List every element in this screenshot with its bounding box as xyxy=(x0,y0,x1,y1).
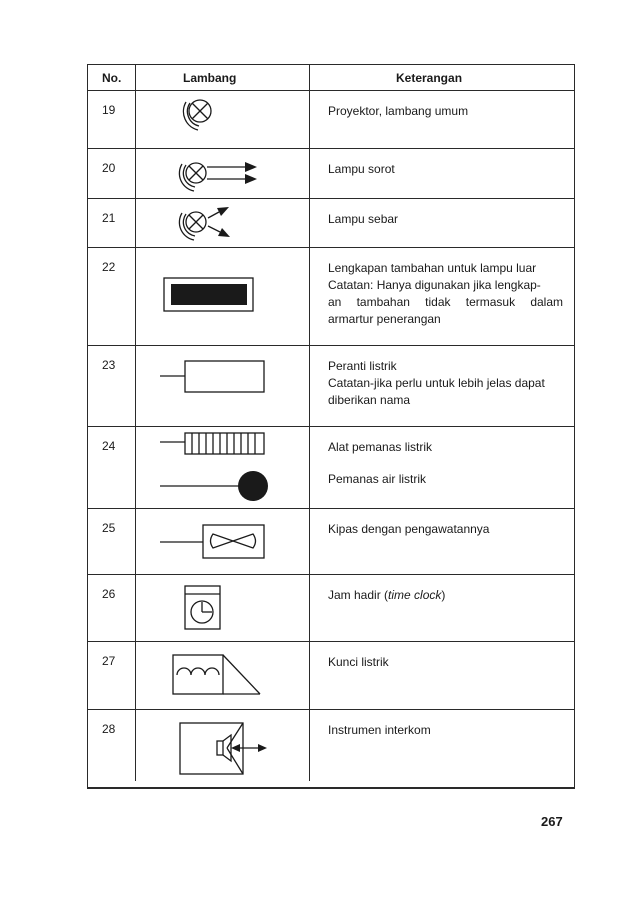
column-divider xyxy=(135,65,136,781)
table-row xyxy=(88,710,574,788)
table-row xyxy=(88,248,574,346)
electric-appliance-symbol-icon xyxy=(135,346,309,426)
table-row xyxy=(88,346,574,427)
row-number: 19 xyxy=(102,103,116,117)
description: Instrumen interkom xyxy=(328,723,431,737)
header-no: No. xyxy=(102,71,122,85)
page-number: 267 xyxy=(541,814,563,829)
row-number: 24 xyxy=(102,439,116,453)
table-header xyxy=(88,65,574,91)
row-number: 21 xyxy=(102,211,116,225)
row-number: 20 xyxy=(102,161,116,175)
auxiliary-equipment-symbol-icon xyxy=(135,248,309,345)
row-number: 26 xyxy=(102,587,116,601)
table-row xyxy=(88,427,574,509)
header-description: Keterangan xyxy=(396,71,463,85)
column-divider xyxy=(309,65,310,781)
electric-lock-symbol-icon xyxy=(135,642,309,709)
electric-heater-symbol-icon xyxy=(135,427,309,508)
description: Proyektor, lambang umum xyxy=(328,104,469,118)
table-row xyxy=(88,575,574,642)
table-row xyxy=(88,149,574,199)
description: Jam hadir (time clock) xyxy=(328,588,446,602)
table-row xyxy=(88,509,574,575)
row-number: 27 xyxy=(102,654,116,668)
table-row xyxy=(88,642,574,710)
row-number: 28 xyxy=(102,722,116,736)
description: Alat pemanas listrik Pemanas air listrik xyxy=(328,440,433,486)
description: Lampu sorot xyxy=(328,162,395,176)
table-row xyxy=(88,199,574,248)
fan-symbol-icon xyxy=(135,509,309,574)
row-number: 22 xyxy=(102,260,116,274)
description: Lampu sebar xyxy=(328,212,399,226)
row-number: 25 xyxy=(102,521,116,535)
row-number: 23 xyxy=(102,358,116,372)
description: Peranti listrik Catatan-jika perlu untuk lebih jelas dapat diberikan nama xyxy=(328,359,545,407)
table-row xyxy=(88,91,574,149)
spotlight-symbol-icon xyxy=(135,149,309,198)
description: Kunci listrik xyxy=(328,655,389,669)
description: Lengkapan tambahan untuk lampu luar Catatan: Hanya digunakan jika lengkap- an tambahan tidak termasuk dalam armartur penerangan xyxy=(328,261,563,326)
symbol-table xyxy=(87,64,575,789)
intercom-symbol-icon xyxy=(135,710,309,787)
projector-symbol-icon xyxy=(135,91,309,148)
time-clock-symbol-icon xyxy=(135,575,309,641)
floodlight-symbol-icon xyxy=(135,199,309,247)
header-symbol: Lambang xyxy=(183,71,237,85)
description: Kipas dengan pengawatannya xyxy=(328,522,490,536)
